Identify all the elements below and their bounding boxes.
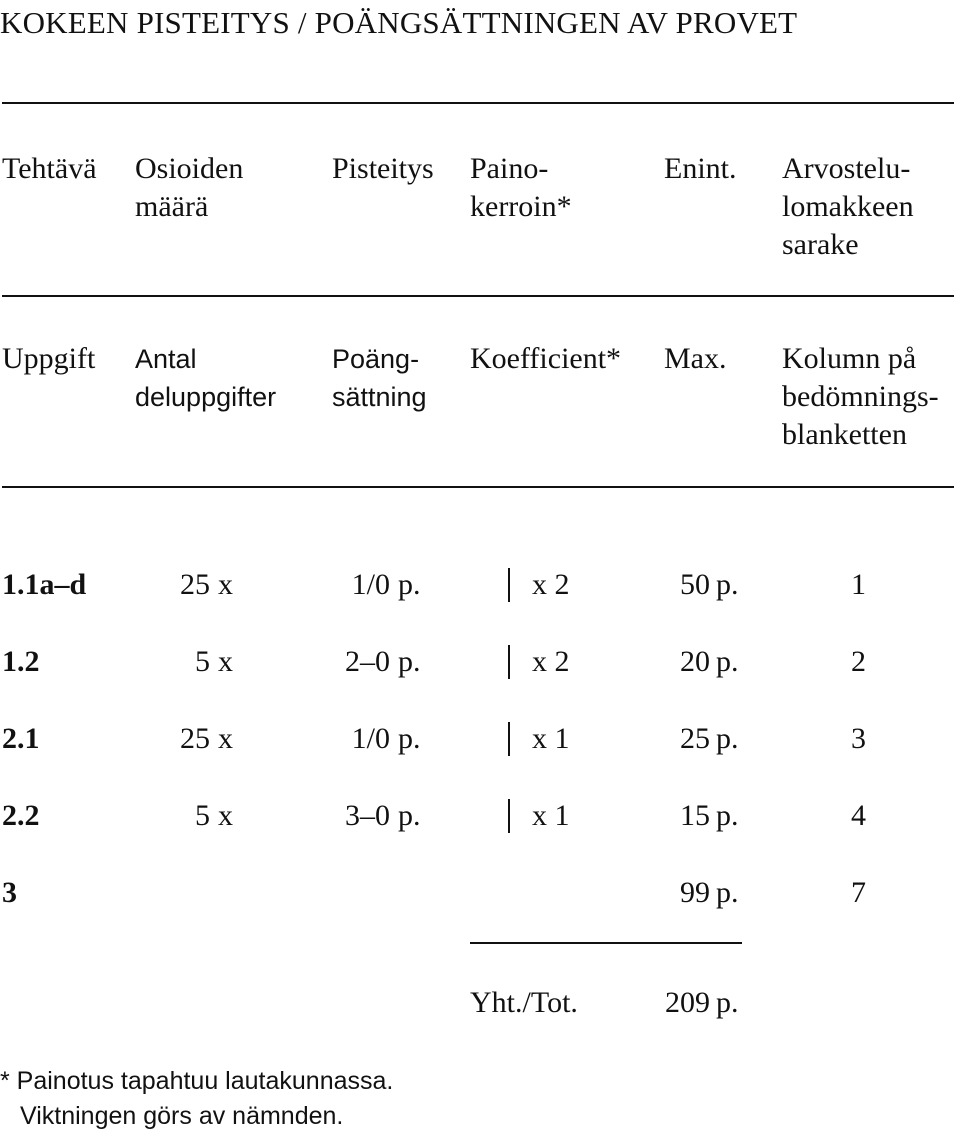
- header-column-sv: Kolumn på bedömnings- blanketten: [782, 342, 939, 451]
- multiply-sign: x: [218, 568, 233, 601]
- max-points-unit: p.: [716, 722, 739, 755]
- points-unit: p.: [398, 799, 421, 832]
- coefficient-bar: [508, 568, 510, 602]
- header-subtasks-fi: Osioiden määrä: [135, 152, 244, 223]
- subtask-count: 5: [195, 799, 210, 832]
- score-rule: 1/0: [351, 568, 390, 601]
- sum-rule: [470, 942, 742, 944]
- max-points-unit: p.: [716, 799, 739, 832]
- form-column: 7: [851, 876, 866, 909]
- max-points-unit: p.: [716, 645, 739, 678]
- coefficient: x 1: [532, 722, 570, 755]
- coefficient: x 1: [532, 799, 570, 832]
- form-column: 1: [851, 568, 866, 601]
- footnote: [0, 1064, 393, 1134]
- total-label: Yht./Tot.: [470, 986, 578, 1019]
- max-points: 50: [680, 568, 710, 601]
- task-number: 3: [2, 876, 17, 909]
- footnote-swedish: Viktningen görs av nämnden.: [20, 1102, 344, 1130]
- header-scoring-fi: Pisteitys: [332, 152, 434, 185]
- max-points: 15: [680, 799, 710, 832]
- form-column: 2: [851, 645, 866, 678]
- task-number: 2.2: [2, 799, 40, 832]
- header-max-fi: Enint.: [664, 152, 737, 185]
- header-max-sv: Max.: [664, 342, 727, 375]
- form-column: 3: [851, 722, 866, 755]
- header-task-sv: Uppgift: [2, 342, 96, 375]
- total-points-unit: p.: [716, 986, 739, 1019]
- divider: [2, 102, 954, 104]
- task-number: 1.2: [2, 645, 40, 678]
- coefficient-bar: [508, 799, 510, 833]
- max-points-unit: p.: [716, 876, 739, 909]
- score-rule: 1/0: [351, 722, 390, 755]
- coefficient-bar: [508, 722, 510, 756]
- divider: [2, 486, 954, 488]
- coefficient: x 2: [532, 645, 570, 678]
- task-number: 2.1: [2, 722, 40, 755]
- max-points-unit: p.: [716, 568, 739, 601]
- task-number: 1.1a–d: [2, 568, 87, 601]
- max-points: 99: [680, 876, 710, 909]
- header-task-fi: Tehtävä: [2, 152, 97, 185]
- header-subtasks-sv: Antal deluppgifter: [135, 344, 277, 412]
- points-unit: p.: [398, 645, 421, 678]
- header-scoring-sv: Poäng- sättning: [332, 344, 427, 412]
- points-unit: p.: [398, 722, 421, 755]
- multiply-sign: x: [218, 645, 233, 678]
- header-coefficient-sv: Koefficient*: [470, 342, 622, 375]
- max-points: 20: [680, 645, 710, 678]
- multiply-sign: x: [218, 799, 233, 832]
- coefficient-bar: [508, 645, 510, 679]
- subtask-count: 25: [180, 568, 210, 601]
- score-rule: 2–0: [345, 645, 390, 678]
- coefficient: x 2: [532, 568, 570, 601]
- page-title: KOKEEN PISTEITYS / POÄNGSÄTTNINGEN AV PROVET: [0, 5, 798, 40]
- divider: [2, 295, 954, 297]
- subtask-count: 25: [180, 722, 210, 755]
- header-coefficient-fi: Paino- kerroin*: [470, 152, 572, 223]
- points-unit: p.: [398, 568, 421, 601]
- score-rule: 3–0: [345, 799, 390, 832]
- max-points: 25: [680, 722, 710, 755]
- subtask-count: 5: [195, 645, 210, 678]
- header-column-fi: Arvostelu- lomakkeen sarake: [782, 152, 914, 261]
- footnote-finnish: * Painotus tapahtuu lautakunnassa.: [0, 1067, 394, 1095]
- multiply-sign: x: [218, 722, 233, 755]
- form-column: 4: [851, 799, 866, 832]
- total-points: 209: [665, 986, 710, 1019]
